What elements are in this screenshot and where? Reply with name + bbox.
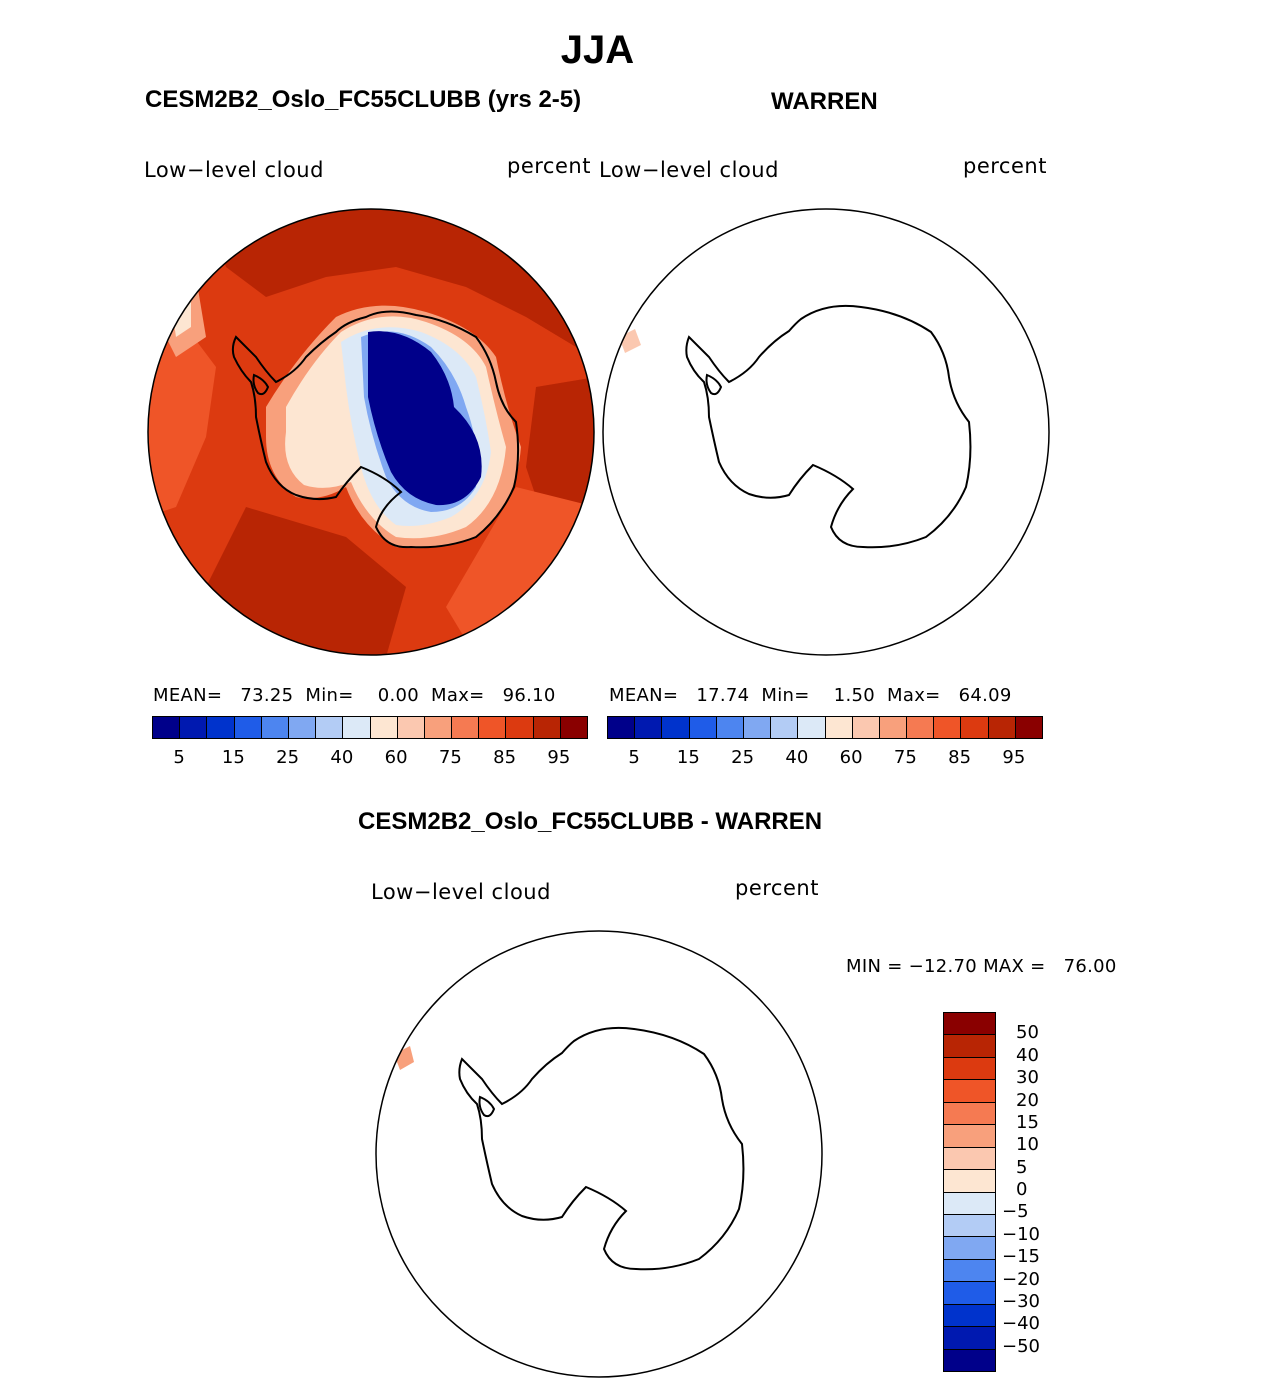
colorbar-tick-label: −15	[1002, 1246, 1040, 1268]
colorbar-swatch	[1016, 717, 1042, 738]
colorbar-tick-label: 15	[676, 747, 700, 768]
difference-polar-map	[374, 929, 824, 1379]
colorbar-tick-label: 25	[731, 747, 755, 768]
colorbar-swatch	[452, 717, 479, 738]
colorbar-tick-label: 15	[1016, 1111, 1039, 1133]
panel-1-title: CESM2B2_Oslo_FC55CLUBB (yrs 2-5)	[145, 86, 582, 113]
colorbar-swatch	[771, 717, 798, 738]
colorbar-tick-label: 25	[276, 747, 300, 768]
colorbar-swatch	[717, 717, 744, 738]
colorbar-swatch	[506, 717, 533, 738]
colorbar-swatch	[880, 717, 907, 738]
difference-colorbar	[943, 1012, 996, 1372]
colorbar-swatch	[944, 1260, 995, 1282]
colorbar-swatch	[961, 717, 988, 738]
panel-1-stats: MEAN= 73.25 Min= 0.00 Max= 96.10	[153, 685, 556, 706]
colorbar-swatch	[207, 717, 234, 738]
colorbar-tick-label: −20	[1002, 1268, 1040, 1290]
colorbar-swatch	[425, 717, 452, 738]
colorbar-tick-label: 5	[628, 747, 640, 768]
colorbar-swatch	[944, 1125, 995, 1147]
panel-1-colorbar-ticks	[152, 747, 586, 771]
colorbar-tick-label: −10	[1002, 1223, 1040, 1245]
colorbar-tick-label: 40	[785, 747, 809, 768]
colorbar-swatch	[944, 1170, 995, 1192]
colorbar-swatch	[944, 1282, 995, 1304]
panel-1-colorbar	[152, 716, 588, 739]
figure-title: JJA	[560, 28, 635, 72]
colorbar-tick-label: 10	[1016, 1134, 1039, 1156]
difference-title: CESM2B2_Oslo_FC55CLUBB - WARREN	[358, 808, 823, 835]
obs-polar-map	[601, 207, 1051, 657]
colorbar-tick-label: 30	[1016, 1067, 1039, 1089]
colorbar-tick-label: 85	[948, 747, 972, 768]
colorbar-swatch	[608, 717, 635, 738]
panel-1-variable-label: Low−level cloud	[144, 158, 324, 182]
difference-units-label: percent	[735, 876, 819, 900]
colorbar-tick-label: 60	[839, 747, 863, 768]
colorbar-swatch	[907, 717, 934, 738]
colorbar-tick-label: 0	[1016, 1179, 1028, 1200]
panel-2-colorbar-ticks	[607, 747, 1041, 771]
colorbar-swatch	[944, 1080, 995, 1102]
colorbar-swatch	[153, 717, 180, 738]
colorbar-swatch	[690, 717, 717, 738]
colorbar-swatch	[944, 1193, 995, 1215]
colorbar-tick-label: 40	[1016, 1044, 1039, 1066]
colorbar-swatch	[235, 717, 262, 738]
colorbar-tick-label: 5	[173, 747, 185, 768]
colorbar-swatch	[944, 1058, 995, 1080]
colorbar-tick-label: 5	[1016, 1156, 1028, 1178]
colorbar-swatch	[316, 717, 343, 738]
colorbar-swatch	[944, 1237, 995, 1259]
colorbar-tick-label: 15	[221, 747, 245, 768]
colorbar-swatch	[289, 717, 316, 738]
colorbar-swatch	[944, 1350, 995, 1371]
colorbar-swatch	[798, 717, 825, 738]
colorbar-swatch	[479, 717, 506, 738]
model-polar-map	[146, 207, 596, 657]
colorbar-tick-label: −5	[1002, 1201, 1029, 1223]
colorbar-swatch	[635, 717, 662, 738]
colorbar-swatch	[343, 717, 370, 738]
colorbar-swatch	[180, 717, 207, 738]
colorbar-swatch	[534, 717, 561, 738]
colorbar-swatch	[944, 1103, 995, 1125]
colorbar-swatch	[398, 717, 425, 738]
colorbar-swatch	[561, 717, 587, 738]
colorbar-swatch	[826, 717, 853, 738]
colorbar-swatch	[744, 717, 771, 738]
colorbar-swatch	[934, 717, 961, 738]
panel-2-colorbar	[607, 716, 1043, 739]
colorbar-tick-label: −40	[1002, 1313, 1040, 1335]
colorbar-swatch	[662, 717, 689, 738]
colorbar-swatch	[944, 1215, 995, 1237]
colorbar-tick-label: −50	[1002, 1335, 1040, 1357]
colorbar-tick-label: 20	[1016, 1089, 1039, 1111]
colorbar-swatch	[853, 717, 880, 738]
colorbar-tick-label: 85	[493, 747, 517, 768]
colorbar-tick-label: 95	[1002, 747, 1026, 768]
panel-1-units-label: percent	[507, 154, 591, 178]
colorbar-tick-label: 95	[547, 747, 571, 768]
colorbar-swatch	[944, 1327, 995, 1349]
colorbar-tick-label: 75	[438, 747, 462, 768]
colorbar-tick-label: 75	[893, 747, 917, 768]
difference-minmax: MIN = −12.70 MAX = 76.00	[846, 956, 1117, 977]
colorbar-tick-label: 60	[384, 747, 408, 768]
panel-2-stats: MEAN= 17.74 Min= 1.50 Max= 64.09	[609, 685, 1012, 706]
colorbar-swatch	[262, 717, 289, 738]
difference-variable-label: Low−level cloud	[371, 880, 551, 904]
colorbar-swatch	[944, 1013, 995, 1035]
colorbar-swatch	[371, 717, 398, 738]
colorbar-swatch	[944, 1148, 995, 1170]
colorbar-swatch	[944, 1035, 995, 1057]
colorbar-tick-label: 50	[1016, 1022, 1039, 1044]
colorbar-swatch	[944, 1305, 995, 1327]
colorbar-swatch	[989, 717, 1016, 738]
colorbar-tick-label: −30	[1002, 1290, 1040, 1312]
panel-2-units-label: percent	[963, 154, 1047, 178]
panel-2-variable-label: Low−level cloud	[599, 158, 779, 182]
colorbar-tick-label: 40	[330, 747, 354, 768]
panel-2-title: WARREN	[771, 88, 878, 115]
